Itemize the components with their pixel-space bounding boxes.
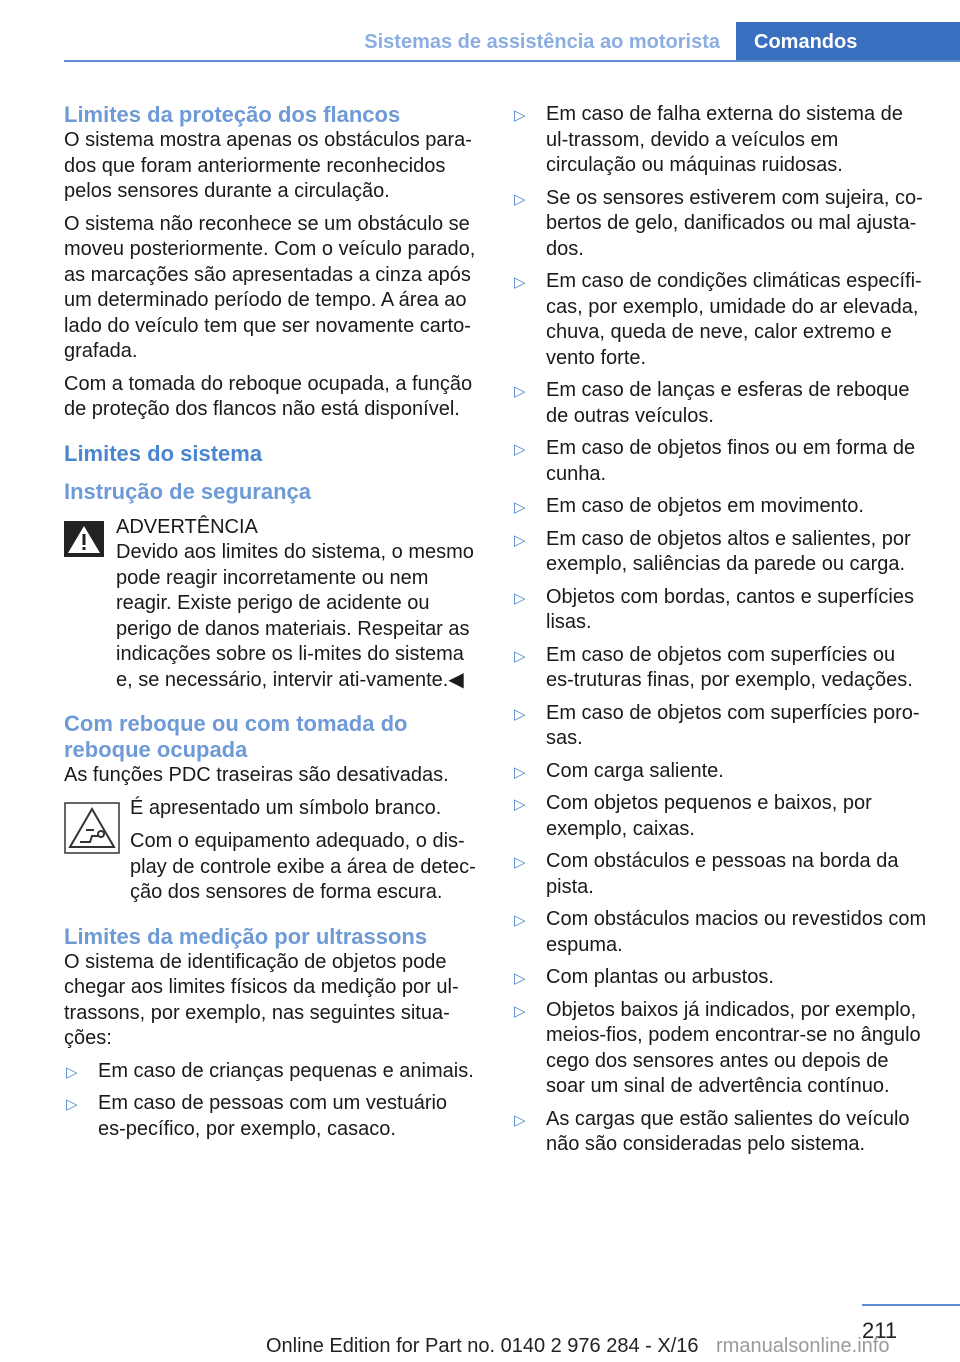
footer-watermark: rmanualsonline.info <box>716 1335 890 1357</box>
right-column <box>512 102 928 1165</box>
triangle-right-icon: ▷ <box>514 190 526 208</box>
list-item <box>512 907 928 958</box>
list-item <box>512 527 928 578</box>
list-item <box>512 759 928 785</box>
warning-block <box>64 515 478 694</box>
list-item-text: Em caso de lanças e esferas de reboque de outras veículos. <box>546 379 910 427</box>
list-item-text: Com objetos pequenos e baixos, por exemplo, caixas. <box>546 792 872 840</box>
list-item-text: Objetos com bordas, cantos e superfícies lisas. <box>546 585 914 633</box>
list-item <box>512 186 928 263</box>
warning-title: ADVERTÊNCIA <box>116 515 258 538</box>
footer-edition: Online Edition for Part no. 0140 2 976 284 - X/16 <box>266 1335 699 1357</box>
list-item <box>512 585 928 636</box>
list-item <box>512 494 928 520</box>
list-item-text: Em caso de objetos em movimento. <box>546 495 864 517</box>
header-rule <box>64 60 960 62</box>
header-section-title: Sistemas de assistência ao motorista <box>364 31 720 53</box>
list-item <box>512 791 928 842</box>
paragraph-flancos-1: O sistema mostra apenas os obstáculos para-dos que foram anteriormente reconhecidos pelos sensores durante a circulação. <box>64 129 472 202</box>
paragraph-flancos-3: Com a tomada do reboque ocupada, a função de proteção dos flancos não está disponível. <box>64 372 473 420</box>
paragraph-ultrassons: O sistema de identificação de objetos pode chegar aos limites físicos da medição por ul-trassons, por exemplo, nas seguintes situa-ções: <box>64 950 459 1049</box>
symbol-text-1: É apresentado um símbolo branco. <box>130 796 442 819</box>
list-item <box>512 378 928 429</box>
list-item <box>512 965 928 991</box>
list-item <box>64 1059 478 1085</box>
triangle-right-icon: ▷ <box>66 1063 78 1081</box>
symbol-text-2: Com o equipamento adequado, o dis-play de controle exibe a área de detec-ção dos sensores de forma escura. <box>130 830 476 903</box>
heading-instrucao-seguranca: Instrução de segurança <box>64 478 311 504</box>
list-item-text: Se os sensores estiverem com sujeira, co-bertos de gelo, danificados ou mal ajusta-dos. <box>546 186 923 260</box>
list-item-text: As cargas que estão salientes do veículo não são consideradas pelo sistema. <box>546 1107 910 1155</box>
page-number: 211 <box>862 1318 898 1343</box>
triangle-right-icon: ▷ <box>514 441 526 458</box>
left-column <box>64 102 478 1149</box>
list-item-text: Em caso de objetos altos e salientes, por exemplo, saliências da parede ou carga. <box>546 527 911 575</box>
list-item <box>512 269 928 371</box>
list-item <box>512 701 928 752</box>
list-item-text: Em caso de pessoas com um vestuário es-pecífico, por exemplo, casaco. <box>98 1092 448 1140</box>
list-item <box>512 998 928 1100</box>
triangle-right-icon: ▷ <box>514 970 526 987</box>
trailer-symbol-block <box>64 796 478 906</box>
paragraph-flancos-2: O sistema não reconhece se um obstáculo se moveu posteriormente. Com o veículo parado, as marcações são apresentadas a cinza após um determinado período de tempo. A área ao lado do veículo tem que ser novamente carto-grafada. <box>64 212 476 362</box>
list-item-text: Objetos baixos já indicados, por exemplo, meios-fios, podem encontrar-se no ângulo cego dos sensores antes ou depois de soar um sinal de advertência contínuo. <box>546 998 921 1097</box>
triangle-right-icon: ▷ <box>514 1111 526 1129</box>
header-chapter-label: Comandos <box>754 31 858 53</box>
triangle-right-icon: ▷ <box>514 647 526 665</box>
list-item-text: Em caso de crianças pequenas e animais. <box>98 1059 474 1082</box>
list-item-text: Em caso de objetos com superfícies ou es-truturas finas, por exemplo, vedações. <box>546 643 913 691</box>
list-item <box>512 102 928 179</box>
warning-text: Devido aos limites do sistema, o mesmo pode reagir incorretamente ou nem reagir. Existe perigo de acidente ou perigo de danos materiais. Respeitar as indicações sobre os li-mites do sistema e, se necessário, intervir ati-vamente.◀ <box>116 541 474 691</box>
triangle-right-icon: ▷ <box>514 763 526 781</box>
triangle-right-icon: ▷ <box>514 107 526 124</box>
triangle-right-icon: ▷ <box>514 531 526 549</box>
triangle-right-icon: ▷ <box>514 912 526 929</box>
triangle-right-icon: ▷ <box>514 499 526 516</box>
heading-reboque: Com reboque ou com tomada do reboque ocupada <box>64 711 408 762</box>
triangle-right-icon: ▷ <box>514 589 526 607</box>
list-item <box>512 643 928 694</box>
list-item <box>512 849 928 900</box>
triangle-right-icon: ▷ <box>514 796 526 813</box>
heading-flancos: Limites da proteção dos flancos <box>64 102 401 127</box>
page-number-rule <box>862 1304 960 1306</box>
list-item-text: Em caso de objetos finos ou em forma de cunha. <box>546 437 916 485</box>
list-item-text: Em caso de objetos com superfícies poro-sas. <box>546 701 920 749</box>
list-item <box>512 1107 928 1158</box>
triangle-right-icon: ▷ <box>514 854 526 871</box>
list-item-text: Com carga saliente. <box>546 759 724 782</box>
list-item-text: Com plantas ou arbustos. <box>546 966 774 988</box>
list-item-text: Com obstáculos e pessoas na borda da pista. <box>546 850 899 898</box>
warning-triangle-icon <box>64 521 104 557</box>
list-item-text: Em caso de condições climáticas específi-cas, por exemplo, umidade do ar elevada, chuva, queda de neve, calor extremo e vento forte. <box>546 270 922 369</box>
triangle-right-icon: ▷ <box>514 274 526 291</box>
right-bullet-list <box>512 102 928 1158</box>
list-item-text: Em caso de falha externa do sistema de ul-trassom, devido a veículos em circulação ou máquinas ruidosas. <box>546 103 903 176</box>
left-bullet-list <box>64 1059 478 1143</box>
triangle-right-icon: ▷ <box>514 705 526 723</box>
triangle-right-icon: ▷ <box>66 1096 78 1113</box>
list-item-text: Com obstáculos macios ou revestidos com espuma. <box>546 908 927 956</box>
list-item <box>64 1091 478 1142</box>
paragraph-reboque: As funções PDC traseiras são desativadas. <box>64 764 449 786</box>
list-item <box>512 436 928 487</box>
header-chapter-tab <box>736 22 960 62</box>
triangle-right-icon: ▷ <box>514 1002 526 1020</box>
trailer-hitch-warning-icon <box>64 802 120 854</box>
heading-limites-sistema: Limites do sistema <box>64 440 263 466</box>
triangle-right-icon: ▷ <box>514 383 526 400</box>
heading-ultrassons: Limites da medição por ultrassons <box>64 923 428 949</box>
